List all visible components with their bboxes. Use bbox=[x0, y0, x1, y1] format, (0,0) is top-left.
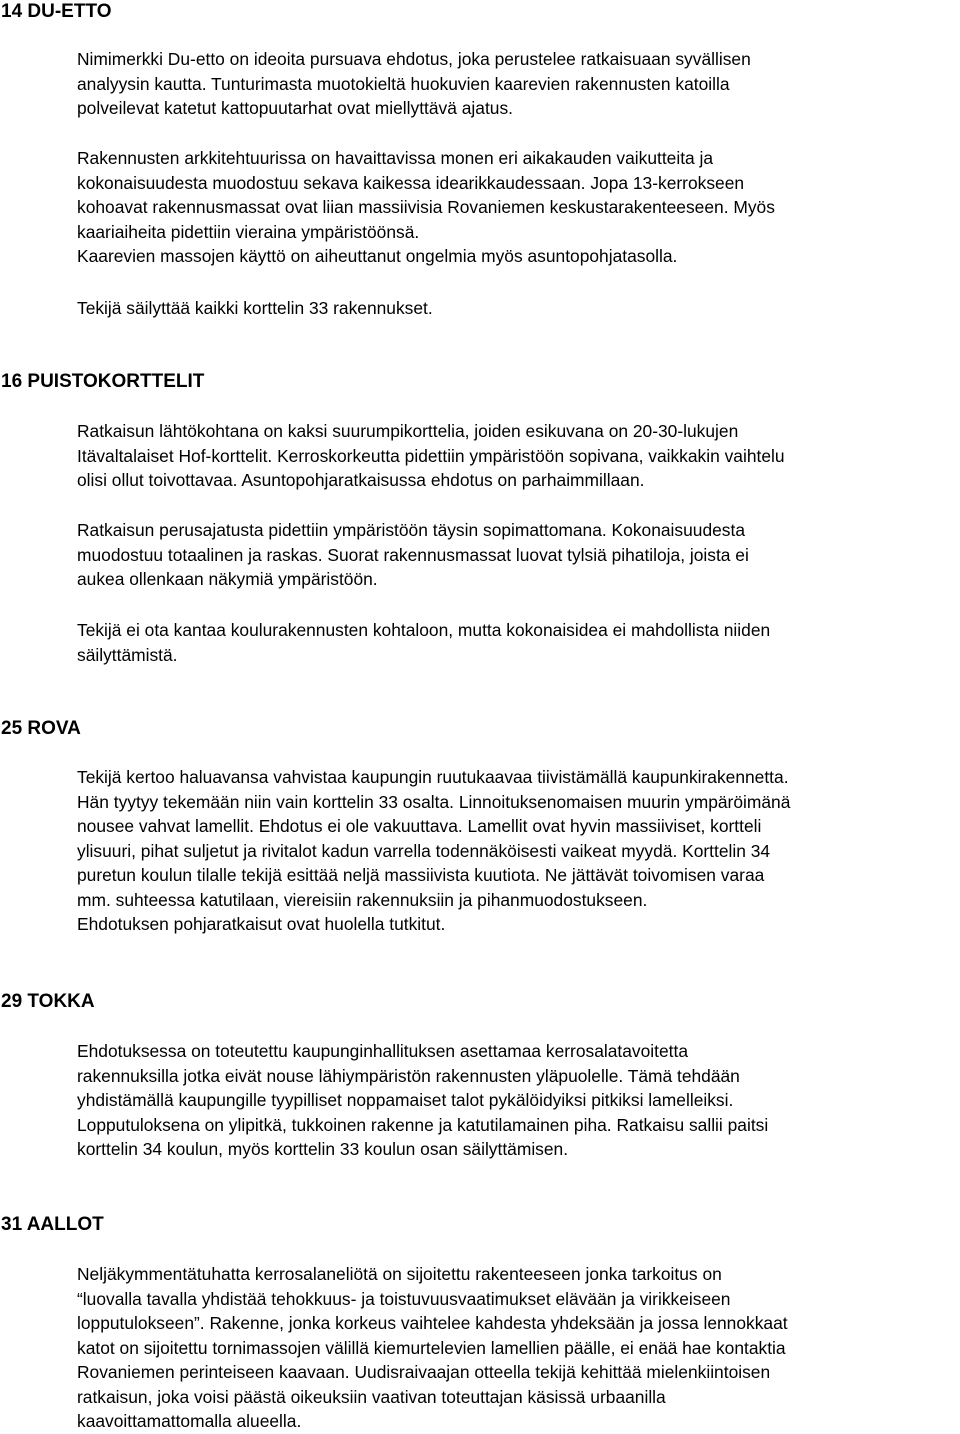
text-line: kaavoittamattomalla alueella. bbox=[77, 1411, 302, 1431]
section-heading: 29 TOKKA bbox=[1, 991, 95, 1012]
text-line: “luovalla tavalla yhdistää tehokkuus- ja toistuvuusvaatimukset elävään ja virikkeiseen bbox=[77, 1288, 731, 1309]
text-line: Rakennusten arkkitehtuurissa on havaittavissa monen eri aikakauden vaikutteita ja bbox=[77, 148, 714, 168]
text-line: Tekijä kertoo haluavansa vahvistaa kaupungin ruutukaavaa tiivistämällä kaupunkirakennetta. bbox=[77, 767, 789, 787]
text-line: Ehdotuksessa on toteutettu kaupunginhallituksen asettamaa kerrosalatavoitetta bbox=[77, 1041, 688, 1061]
text-line: puretun koulun tilalle tekijä esittää neljä massiivista kuutiota. Ne jättävät toivomisen varaa bbox=[77, 865, 765, 885]
text-line: olisi ollut toivottavaa. Asuntopohjaratkaisussa ehdotus on parhaimmillaan. bbox=[77, 470, 645, 490]
paragraph bbox=[77, 47, 957, 121]
text-line: korttelin 34 koulun, myös korttelin 33 koulun osan säilyttämisen. bbox=[77, 1139, 569, 1159]
text-line: säilyttämistä. bbox=[77, 644, 178, 665]
section-heading: 16 PUISTOKORTTELIT bbox=[1, 371, 205, 392]
text-line: kaariaiheita pidettiin vieraina ympäristöönsä. bbox=[77, 221, 420, 242]
text-line: lopputulokseen”. Rakenne, jonka korkeus vaihtelee kahdesta yhdeksään ja jossa lennokkaat bbox=[77, 1313, 788, 1333]
text-line: kohoavat rakennusmassat ovat liian massiivisia Rovaniemen keskustarakenteeseen. Myös bbox=[77, 197, 775, 217]
section-heading: 31 AALLOT bbox=[1, 1214, 104, 1235]
section-heading: 14 DU-ETTO bbox=[1, 1, 112, 22]
text-line: rakennuksilla jotka eivät nouse lähiympäristön rakennusten yläpuolelle. Tämä tehdään bbox=[77, 1065, 740, 1086]
paragraph bbox=[77, 518, 957, 592]
text-line: ylisuuri, pihat suljetut ja rivitalot kadun varrella todennäköisesti vaikeat myydä. Korttelin 34 bbox=[77, 840, 771, 861]
section-heading: 25 ROVA bbox=[1, 718, 81, 739]
text-line: ratkaisun, joka voisi päästä oikeuksiin vaativan toteuttajan käsissä urbaanilla bbox=[77, 1386, 666, 1407]
text-line: Ratkaisun lähtökohtana on kaksi suurumpikorttelia, joiden esikuvana on 20-30-lukujen bbox=[77, 421, 739, 441]
text-line: Hän tyytyy tekemään niin vain korttelin 33 osalta. Linnoituksenomaisen muurin ympäröimänä bbox=[77, 791, 791, 812]
text-line: muodostuu totaalinen ja raskas. Suorat rakennusmassat luovat tylsiä pihatiloja, joista ei bbox=[77, 544, 749, 565]
text-line: Ehdotuksen pohjaratkaisut ovat huolella tutkitut. bbox=[77, 914, 446, 934]
paragraph bbox=[77, 1039, 957, 1162]
text-line: Rovaniemen perinteiseen kaavaan. Uudisraivaajan otteella tekijä kehittää mielenkiintoisen bbox=[77, 1362, 771, 1382]
text-line: analyysin kautta. Tunturimasta muotokieltä huokuvien kaarevien rakennusten katoilla bbox=[77, 73, 730, 94]
text-line: polveilevat katetut kattopuutarhat ovat miellyttävä ajatus. bbox=[77, 98, 513, 118]
text-line: Neljäkymmentätuhatta kerrosalaneliötä on sijoitettu rakenteeseen jonka tarkoitus on bbox=[77, 1264, 722, 1284]
paragraph bbox=[77, 618, 957, 667]
text-line: aukea ollenkaan näkymiä ympäristöön. bbox=[77, 569, 378, 589]
text-line: Tekijä ei ota kantaa koulurakennusten kohtaloon, mutta kokonaisidea ei mahdollista niiden bbox=[77, 620, 771, 640]
text-line: kokonaisuudesta muodostuu sekava kaikessa idearikkaudessaan. Jopa 13-kerrokseen bbox=[77, 172, 745, 193]
text-line: katot on sijoitettu tornimassojen välillä kiemurtelevien lamellien päälle, ei enää hae kontaktia bbox=[77, 1337, 786, 1358]
text-line: Itävaltalaiset Hof-korttelit. Kerroskorkeutta pidettiin ympäristöön sopivana, vaikkakin vaihtelu bbox=[77, 445, 785, 466]
paragraph bbox=[77, 296, 957, 321]
text-line: mm. suhteessa katutilaan, viereisiin rakennuksiin ja pihanmuodostukseen. bbox=[77, 889, 648, 910]
paragraph bbox=[77, 146, 957, 269]
paragraph bbox=[77, 1262, 957, 1434]
text-line: yhdistämällä kaupungille tyypilliset noppamaiset talot pykälöidyiksi pitkiksi lamelleiksi. bbox=[77, 1090, 734, 1110]
text-line: Nimimerkki Du-etto on ideoita pursuava ehdotus, joka perustelee ratkaisuaan syvällisen bbox=[77, 49, 751, 69]
text-line: Ratkaisun perusajatusta pidettiin ympäristöön täysin sopimattomana. Kokonaisuudesta bbox=[77, 520, 745, 540]
text-line: Tekijä säilyttää kaikki korttelin 33 rakennukset. bbox=[77, 298, 433, 318]
paragraph bbox=[77, 419, 957, 493]
text-line: Lopputuloksena on ylipitkä, tukkoinen rakenne ja katutilamainen piha. Ratkaisu sallii paitsi bbox=[77, 1114, 769, 1135]
paragraph bbox=[77, 765, 957, 937]
text-line: nousee vahvat lamellit. Ehdotus ei ole vakuuttava. Lamellit ovat hyvin massiiviset, kortteli bbox=[77, 816, 762, 836]
text-line: Kaarevien massojen käyttö on aiheuttanut ongelmia myös asuntopohjatasolla. bbox=[77, 246, 678, 266]
